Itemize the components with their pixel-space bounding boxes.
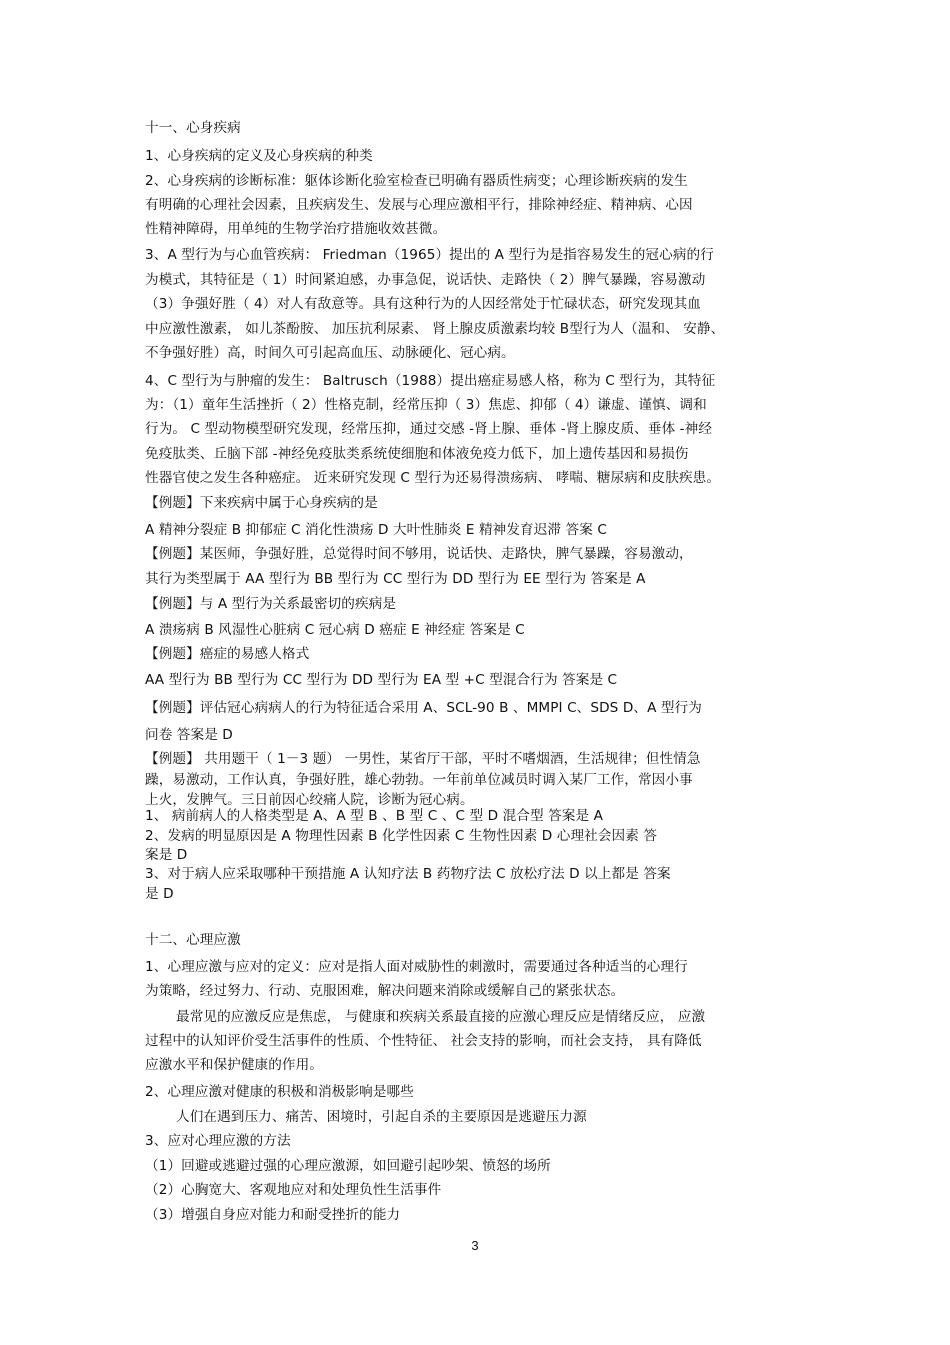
paragraph-line: 为：（1）童年生活挫折（ 2）性格克制，经常压抑（ 3）焦虑、抑郁（ 4）谦虚、谨慎、调和	[145, 397, 707, 413]
case-subquestion: 1、 病前病人的人格类型是 A、A 型 B 、B 型 C 、C 型 D 混合型 答案是 A	[145, 808, 603, 824]
example-question: 【例题】评估冠心病病人的行为特征适合采用 A、SCL-90 B 、MMPI C、SDS D、A 型行为	[145, 700, 702, 716]
list-item: （1）回避或逃避过强的心理应激源，如回避引起吵架、愤怒的场所	[145, 1158, 551, 1174]
case-subquestion: 3、对于病人应采取哪种干预措施 A 认知疗法 B 药物疗法 C 放松疗法 D 以上都是 答案	[145, 866, 671, 882]
paragraph-line: 最常见的应激反应是焦虑， 与健康和疾病关系最直接的应激心理反应是情绪反应， 应激	[176, 1009, 706, 1025]
paragraph-line: 应激水平和保护健康的作用。	[145, 1057, 324, 1073]
case-question: 【例题】 共用题干（ 1－3 题） 一男性，某省厅干部，平时不嗜烟酒，生活规律；但性情急	[145, 751, 701, 767]
example-question: 【例题】与 A 型行为关系最密切的疾病是	[145, 596, 397, 612]
paragraph-line: 性器官使之发生各种癌症。 近来研究发现 C 型行为还易得溃疡病、 哮喘、糖尿病和皮肤疾患。	[145, 470, 721, 486]
example-options: AA 型行为 BB 型行为 CC 型行为 DD 型行为 EA 型 +C 型混合行为 答案是 C	[145, 672, 618, 688]
case-subquestion: 2、发病的明显原因是 A 物理性因素 B 化学性因素 C 生物性因素 D 心理社会因素 答	[145, 828, 658, 844]
case-subquestion: 案是 D	[145, 847, 188, 863]
paragraph-line: 3、A 型行为与心血管疾病： Friedman（1965）提出的 A 型行为是指容易发生的冠心病的行	[145, 247, 714, 263]
paragraph-line: 4、C 型行为与肿瘤的发生： Baltrusch（1988）提出癌症易感人格，称为 C 型行为，其特征	[145, 373, 716, 389]
paragraph-line: 为模式，其特征是（ 1）时间紧迫感，办事急促，说话快、走路快（ 2）脾气暴躁，容易激动	[145, 272, 706, 288]
example-options: A 溃疡病 B 风湿性心脏病 C 冠心病 D 癌症 E 神经症 答案是 C	[145, 622, 525, 638]
page-number: 3	[471, 1238, 479, 1253]
paragraph-line: （3）争强好胜（ 4）对人有敌意等。具有这种行为的人因经常处于忙碌状态，研究发现其血	[145, 296, 701, 312]
paragraph-line: 2、心理应激对健康的积极和消极影响是哪些	[145, 1084, 414, 1100]
paragraph-line: 1、心身疾病的定义及心身疾病的种类	[145, 148, 373, 164]
example-answer: 问卷 答案是 D	[145, 727, 233, 743]
list-item: （2）心胸宽大、客观地应对和处理负性生活事件	[145, 1182, 442, 1198]
paragraph-line: 行为。 C 型动物模型研究发现，经常压抑，通过交感 -肾上腺、垂体 -肾上腺皮质、垂体 -神经	[145, 421, 713, 437]
list-item: （3）增强自身应对能力和耐受挫折的能力	[145, 1207, 401, 1223]
example-question: 【例题】癌症的易感人格式	[145, 646, 310, 662]
paragraph-line: 3、应对心理应激的方法	[145, 1133, 291, 1149]
case-subquestion: 是 D	[145, 886, 174, 902]
case-question: 上火，发脾气。三日前因心绞痛人院，诊断为冠心病。	[145, 792, 474, 808]
paragraph-line: 性精神障碍，用单纯的生物学治疗措施收效甚微。	[145, 221, 447, 237]
paragraph-line: 为策略，经过努力、行动、克服困难，解决问题来消除或缓解自己的紧张状态。	[145, 983, 625, 999]
paragraph-line: 1、心理应激与应对的定义：应对是指人面对威胁性的刺激时，需要通过各种适当的心理行	[145, 959, 688, 975]
section-heading-psychosomatic: 十一、心身疾病	[145, 120, 241, 136]
paragraph-line: 中应激性激素， 如儿茶酚胺、 加压抗利尿素、 肾上腺皮质激素均较 B型行为人（温和、 安静、	[145, 321, 725, 337]
example-question: 【例题】下来疾病中属于心身疾病的是	[145, 495, 378, 511]
example-options: 其行为类型属于 AA 型行为 BB 型行为 CC 型行为 DD 型行为 EE 型行为 答案是 A	[145, 571, 646, 587]
paragraph-line: 不争强好胜）高，时间久可引起高血压、动脉硬化、冠心病。	[145, 345, 515, 361]
paragraph-line: 过程中的认知评价受生活事件的性质、个性特征、 社会支持的影响，而社会支持， 具有降低	[145, 1033, 702, 1049]
paragraph-line: 2、心身疾病的诊断标准：躯体诊断化验室检查已明确有器质性病变；心理诊断疾病的发生	[145, 173, 688, 189]
paragraph-line: 有明确的心理社会因素，且疾病发生、发展与心理应激相平行，排除神经症、精神病、心因	[145, 197, 693, 213]
example-options: A 精神分裂症 B 抑郁症 C 消化性溃疡 D 大叶性肺炎 E 精神发育迟滞 答案 C	[145, 522, 607, 538]
example-question: 【例题】某医师，争强好胜，总觉得时间不够用，说话快、走路快，脾气暴躁，容易激动，	[145, 546, 693, 562]
section-heading-stress: 十二、心理应激	[145, 932, 241, 948]
paragraph-line: 免疫肽类、丘脑下部 -神经免疫肽类系统使细胞和体液免疫力低下，加上遗传基因和易损伤	[145, 446, 689, 462]
paragraph-line: 人们在遇到压力、痛苦、困境时，引起自杀的主要原因是逃避压力源	[176, 1109, 587, 1125]
case-question: 躁，易激动，工作认真，争强好胜，雄心勃勃。一年前单位减员时调入某厂工作，常因小事	[145, 772, 693, 788]
